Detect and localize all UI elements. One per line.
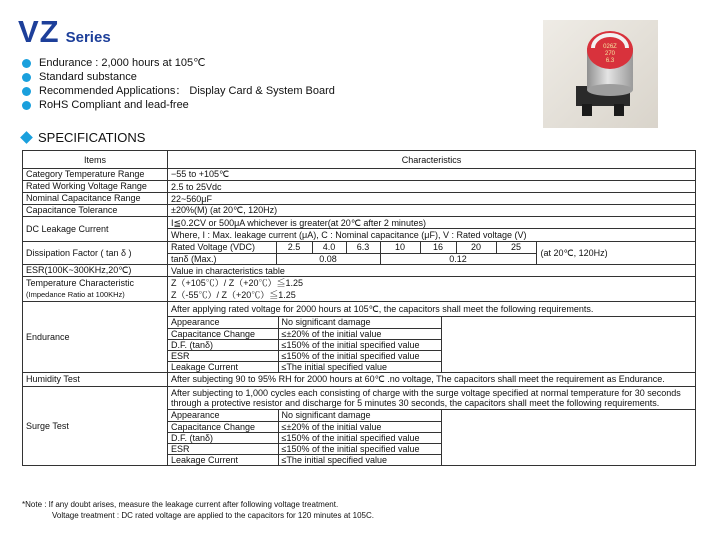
bullet-icon — [22, 59, 31, 68]
feature-list — [22, 56, 335, 112]
feature-item: RoHS Compliant and lead-free — [22, 98, 335, 112]
surge-intro — [168, 387, 695, 410]
voltage-cell: 25 — [496, 242, 536, 253]
temp-char-cell — [168, 277, 696, 302]
row-label: Endurance — [23, 302, 168, 373]
row-label: Rated Working Voltage Range — [23, 181, 168, 193]
row-value: ±20%(M) (at 20℃, 120Hz) — [168, 205, 696, 217]
criteria-value: ≤The initial specified value — [278, 361, 441, 372]
row-label: DC Leakage Current — [23, 217, 168, 242]
surge-criteria — [168, 410, 442, 465]
criteria-value: ≤150% of the initial specified value — [278, 350, 441, 361]
voltage-cell: 10 — [380, 242, 420, 253]
surge-intro-line: After subjecting to 1,000 cycles each consisting of charge with the surge voltage specified at normal temperature for 30 seconds — [171, 388, 681, 398]
marking-line: 6.3 — [605, 58, 615, 64]
criteria-label: Appearance — [168, 317, 278, 328]
leakage-line: I≦0.2CV or 500μA whichever is greater(at 20℃ after 2 minutes) — [168, 217, 695, 229]
criteria-value: ≤±20% of the initial value — [278, 421, 441, 432]
voltage-cell: 6.3 — [346, 242, 380, 253]
criteria-value: No significant damage — [278, 317, 441, 328]
row-label: Nominal Capacitance Range — [23, 193, 168, 205]
dissipation-cell — [168, 242, 696, 265]
surge-cell — [168, 387, 696, 466]
row-label: Dissipation Factor ( tan δ ) — [23, 242, 168, 265]
tan-delta-label: tanδ (Max.) — [168, 253, 276, 264]
series-word: Series — [65, 29, 111, 46]
leakage-line: Where, I : Max. leakage current (μA), C : Nominal capacitance (μF), V : Rated voltage (V) — [171, 230, 527, 240]
col-items: Items — [23, 151, 168, 169]
row-label: Surge Test — [23, 387, 168, 466]
criteria-value: ≤±20% of the initial value — [278, 328, 441, 339]
voltage-cell: 4.0 — [312, 242, 346, 253]
row-label: Capacitance Tolerance — [23, 205, 168, 217]
row-label: Category Temperature Range — [23, 169, 168, 181]
footnote — [22, 499, 374, 521]
series-title — [18, 14, 111, 50]
row-value: 22~560μF — [168, 193, 696, 205]
footnote-line: *Note : If any doubt arises, measure the leakage current after following voltage treatment. — [22, 500, 339, 509]
dissipation-condition: (at 20℃, 120Hz) — [540, 247, 608, 258]
row-value: −55 to +105℃ — [168, 169, 696, 181]
rated-voltage-label: Rated Voltage (VDC) — [168, 242, 276, 253]
endurance-criteria — [168, 317, 442, 372]
bullet-icon — [22, 87, 31, 96]
spec-table — [22, 150, 696, 466]
endurance-cell — [168, 302, 696, 373]
criteria-label: Capacitance Change — [168, 328, 278, 339]
tan-delta-high: 0.12 — [380, 253, 536, 264]
temp-char-line: Z（-55℃）/ Z（+20℃）≦1.25 — [171, 290, 296, 300]
series-header — [18, 14, 111, 50]
criteria-label: D.F. (tanδ) — [168, 432, 278, 443]
footnote-line: Voltage treatment : DC rated voltage are applied to the capacitors for 120 minutes at 105C. — [52, 511, 374, 520]
criteria-label: ESR — [168, 350, 278, 361]
spec-title: SPECIFICATIONS — [38, 130, 146, 145]
criteria-label: Appearance — [168, 410, 278, 421]
row-value: 2.5 to 25Vdc — [168, 181, 696, 193]
criteria-value: ≤150% of the initial specified value — [278, 432, 441, 443]
dissipation-table — [168, 242, 537, 264]
criteria-label: ESR — [168, 443, 278, 454]
voltage-cell: 20 — [456, 242, 496, 253]
voltage-cell: 2.5 — [276, 242, 312, 253]
row-value: Value in characteristics table — [168, 265, 696, 277]
capacitor-image — [543, 20, 658, 128]
row-label — [23, 277, 168, 302]
marking-line: 026Z — [603, 44, 617, 50]
feature-item: Standard substance — [22, 70, 335, 84]
criteria-label: Capacitance Change — [168, 421, 278, 432]
capacitor-photo — [543, 20, 658, 128]
criteria-label: D.F. (tanδ) — [168, 339, 278, 350]
criteria-value: ≤The initial specified value — [278, 454, 441, 465]
tan-delta-low: 0.08 — [276, 253, 380, 264]
bullet-icon — [22, 101, 31, 110]
feature-item: Recommended Applications： Display Card & System Board — [22, 84, 335, 98]
surge-intro-line: through a protective resistor and discharge for 5 minutes 30 seconds, the capacitors shall meet the following requirements. — [171, 398, 660, 408]
row-label: Humidity Test — [23, 373, 168, 387]
criteria-value: ≤150% of the initial specified value — [278, 443, 441, 454]
voltage-cell: 16 — [420, 242, 456, 253]
marking-line: 270 — [604, 51, 616, 57]
bullet-icon — [22, 73, 31, 82]
series-code: VZ — [18, 14, 60, 49]
criteria-label: Leakage Current — [168, 454, 278, 465]
row-value: After subjecting 90 to 95% RH for 2000 hours at 60℃ .no voltage, The capacitors shall meet the requirement as Endurance. — [168, 373, 696, 387]
col-characteristics: Characteristics — [168, 151, 696, 169]
spec-heading — [22, 130, 145, 145]
temp-char-title: Temperature Characteristic — [26, 278, 135, 288]
feature-item: Endurance : 2,000 hours at 105℃ — [22, 56, 335, 70]
criteria-value: No significant damage — [278, 410, 441, 421]
temp-char-subtitle: (Impedance Ratio at 100KHz) — [26, 290, 125, 299]
temp-char-line: Z（+105℃）/ Z（+20℃）≦1.25 — [171, 278, 304, 288]
diamond-icon — [20, 131, 33, 144]
criteria-value: ≤150% of the initial specified value — [278, 339, 441, 350]
leakage-cell — [168, 217, 696, 242]
endurance-intro: After applying rated voltage for 2000 hours at 105℃, the capacitors shall meet the following requirements. — [168, 302, 695, 317]
criteria-label: Leakage Current — [168, 361, 278, 372]
row-label: ESR(100K~300KHz,20℃) — [23, 265, 168, 277]
